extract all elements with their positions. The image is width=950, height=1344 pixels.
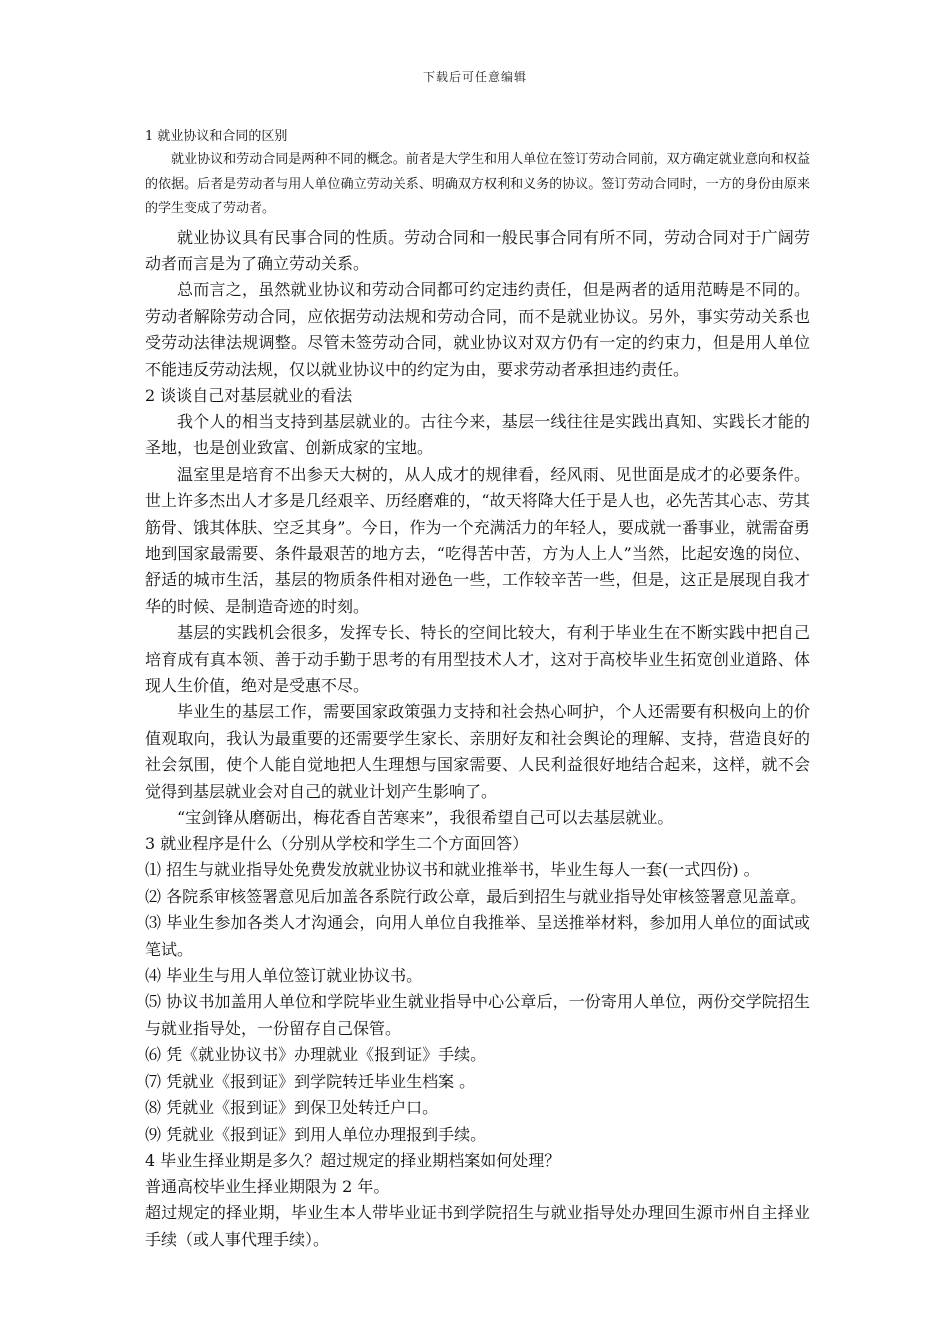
procedure-item-5: ⑸ 协议书加盖用人单位和学院毕业生就业指导中心公章后，一份寄用人单位，两份交学院招生与就业指导处，一份留存自己保管。 <box>145 992 810 1038</box>
section-1-paragraph-2: 就业协议具有民事合同的性质。劳动合同和一般民事合同有所不同，劳动合同对于广阔劳动者而言是为了确立劳动关系。 <box>145 227 810 273</box>
procedure-item-1: ⑴ 招生与就业指导处免费发放就业协议书和就业推举书，毕业生每人一套(一式四份) 。 <box>145 860 760 880</box>
section-2-paragraph-3: 基层的实践机会很多，发挥专长、特长的空间比较大，有利于毕业生在不断实践中把自己培育成有真本领、善于动手勤于思考的有用型技术人才，这对于高校毕业生拓宽创业道路、体现人生价值，绝对是受惠不尽。 <box>145 623 810 695</box>
procedure-item-3: ⑶ 毕业生参加各类人才沟通会，向用人单位自我推举、呈送推举材料，参加用人单位的面试或笔试。 <box>145 913 810 959</box>
section-3-title: 3 就业程序是什么（分别从学校和学生二个方面回答） <box>145 834 529 854</box>
procedure-item-2: ⑵ 各院系审核签署意见后加盖各系院行政公章，最后到招生与就业指导处审核签署意见盖章。 <box>145 886 807 906</box>
section-1-title: 1 就业协议和合同的区别 <box>145 129 288 144</box>
document-body <box>145 126 810 1253</box>
procedure-item-6: ⑹ 凭《就业协议书》办理就业《报到证》手续。 <box>145 1045 487 1065</box>
procedure-item-7: ⑺ 凭就业《报到证》到学院转迁毕业生档案 。 <box>145 1071 476 1091</box>
section-2-paragraph-1: 我个人的相当支持到基层就业的。古往今来，基层一线往往是实践出真知、实践长才能的圣地，也是创业致富、创新成家的宝地。 <box>145 411 810 458</box>
section-2-title: 2 谈谈自己对基层就业的看法 <box>145 385 353 405</box>
procedure-item-8: ⑻ 凭就业《报到证》到保卫处转迁户口。 <box>145 1098 439 1118</box>
section-1-paragraph-1: 就业协议和劳动合同是两种不同的概念。前者是大学生和用人单位在签订劳动合同前，双方确定就业意向和权益的依据。后者是劳动者与用人单位确立劳动关系、明确双方权利和义务的协议。签订劳动合同时，一方的身份由原来的学生变成了劳动者。 <box>145 152 810 216</box>
section-2-paragraph-2: 温室里是培育不出参天大树的，从人成才的规律看，经风雨、见世面是成才的必要条件。世上许多杰出人才多是几经艰辛、历经磨难的，“故天将降大任于是人也，必先苦其心志、劳其筋骨、饿其体肤、空乏其身”。今日，作为一个充满活力的年轻人，要成就一番事业，就需奋勇地到国家最需要、条件最艰苦的地方去，“吃得苦中苦，方为人上人”当然，比起安逸的岗位、舒适的城市生活，基层的物质条件相对逊色一些，工作较辛苦一些，但是，这正是展现自我才华的时候、是制造奇迹的时刻。 <box>145 464 810 616</box>
page-header: 下载后可任意编辑 <box>422 70 527 84</box>
section-4-paragraph-2: 超过规定的择业期，毕业生本人带毕业证书到学院招生与就业指导处办理回生源市州自主择业手续（或人事代理手续）。 <box>145 1203 810 1249</box>
procedure-item-4: ⑷ 毕业生与用人单位签订就业协议书。 <box>145 966 423 986</box>
section-2-paragraph-5: “宝剑锋从磨砺出，梅花香自苦寒来”，我很希望自己可以去基层就业。 <box>177 808 674 828</box>
section-4-title: 4 毕业生择业期是多久？超过规定的择业期档案如何处理？ <box>145 1150 561 1170</box>
section-1-paragraph-3: 总而言之，虽然就业协议和劳动合同都可约定违约责任，但是两者的适用范畴是不同的。劳动者解除劳动合同，应依据劳动法规和劳动合同，而不是就业协议。另外，事实劳动关系也受劳动法律法规调整。尽管未签劳动合同，就业协议对双方仍有一定的约束力，但是用人单位不能违反劳动法规，仅以就业协议中的约定为由，要求劳动者承担违约责任。 <box>145 280 810 379</box>
procedure-item-9: ⑼ 凭就业《报到证》到用人单位办理报到手续。 <box>145 1124 487 1144</box>
section-2-paragraph-4: 毕业生的基层工作，需要国家政策强力支持和社会热心呵护，个人还需要有积极向上的价值观取向，我认为最重要的还需要学生家长、亲朋好友和社会舆论的理解、支持，营造良好的社会氛围，使个人能自觉地把人生理想与国家需要、人民利益很好地结合起来，这样，就不会觉得到基层就业会对自己的就业计划产生影响了。 <box>145 702 810 801</box>
section-4-paragraph-1: 普通高校毕业生择业期限为 2 年。 <box>145 1176 390 1196</box>
